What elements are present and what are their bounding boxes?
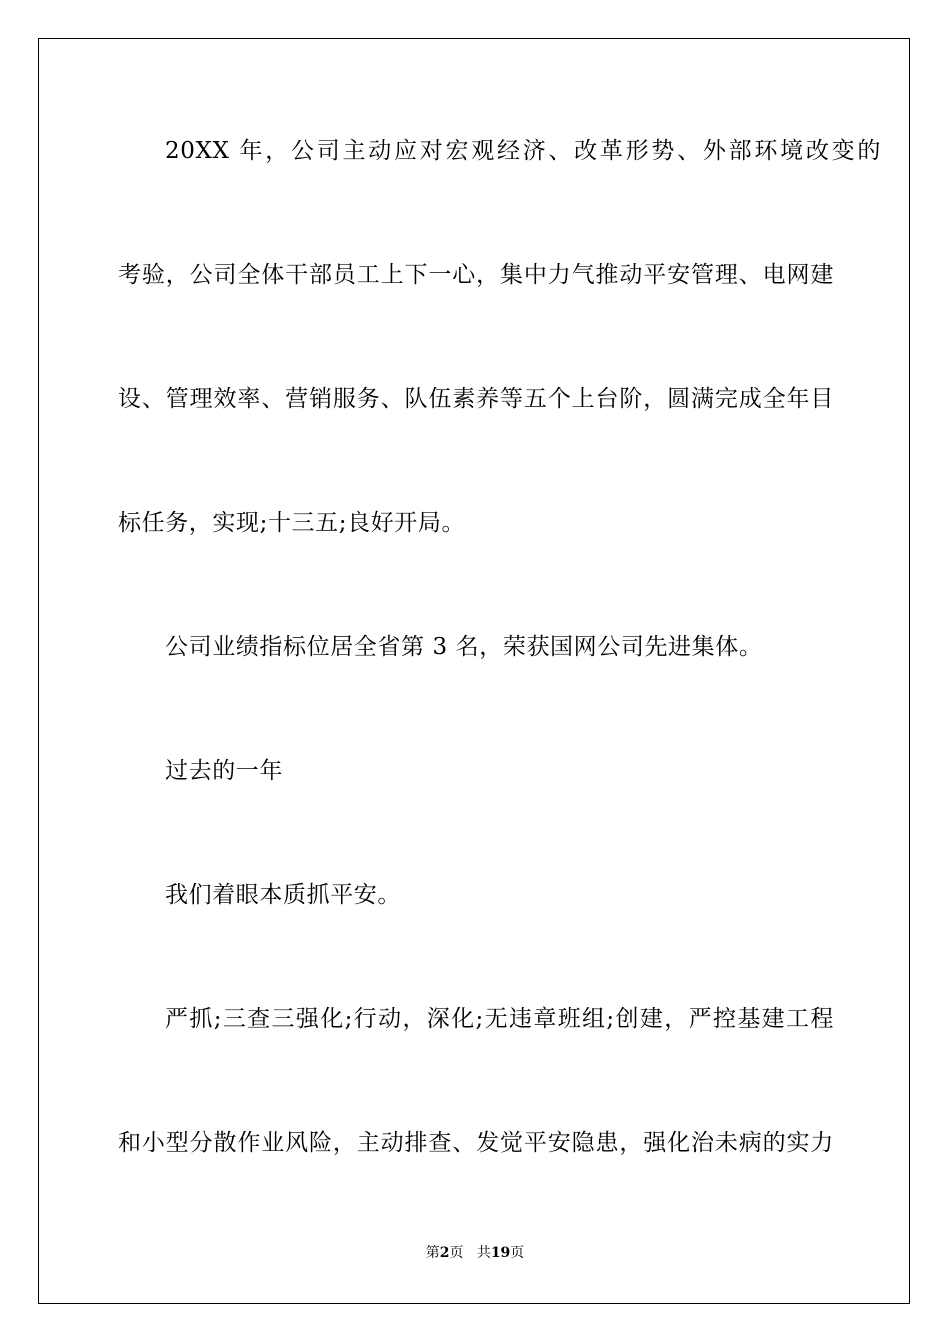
footer-page-prefix: 第 xyxy=(425,1245,440,1261)
footer-total-suffix: 页 xyxy=(510,1245,525,1261)
footer-page-number: 2 xyxy=(439,1245,450,1261)
page-border xyxy=(38,38,910,1304)
text-line-2: 考验，公司全体干部员工上下一心，集中力气推动平安管理、电网建 xyxy=(118,262,834,288)
text-line-4: 标任务，实现;十三五;良好开局。 xyxy=(118,510,466,536)
text-line-5: 公司业绩指标位居全省第 3 名，荣获国网公司先进集体。 xyxy=(165,634,763,660)
text-line-1: 20XX 年，公司主动应对宏观经济、改革形势、外部环境改变的 xyxy=(165,138,881,164)
text-line-9: 和小型分散作业风险，主动排查、发觉平安隐患，强化治未病的实力 xyxy=(118,1130,834,1156)
text-line-7: 我们着眼本质抓平安。 xyxy=(165,882,401,908)
footer-total-prefix: 共 xyxy=(476,1245,491,1261)
text-line-8: 严抓;三查三强化;行动，深化;无违章班组;创建，严控基建工程 xyxy=(165,1006,834,1032)
page-footer xyxy=(0,1244,950,1262)
text-line-6: 过去的一年 xyxy=(165,758,283,784)
text-line-3: 设、管理效率、营销服务、队伍素养等五个上台阶，圆满完成全年目 xyxy=(118,386,834,412)
footer-page-suffix: 页 xyxy=(449,1245,464,1261)
footer-total-pages: 19 xyxy=(490,1245,511,1261)
